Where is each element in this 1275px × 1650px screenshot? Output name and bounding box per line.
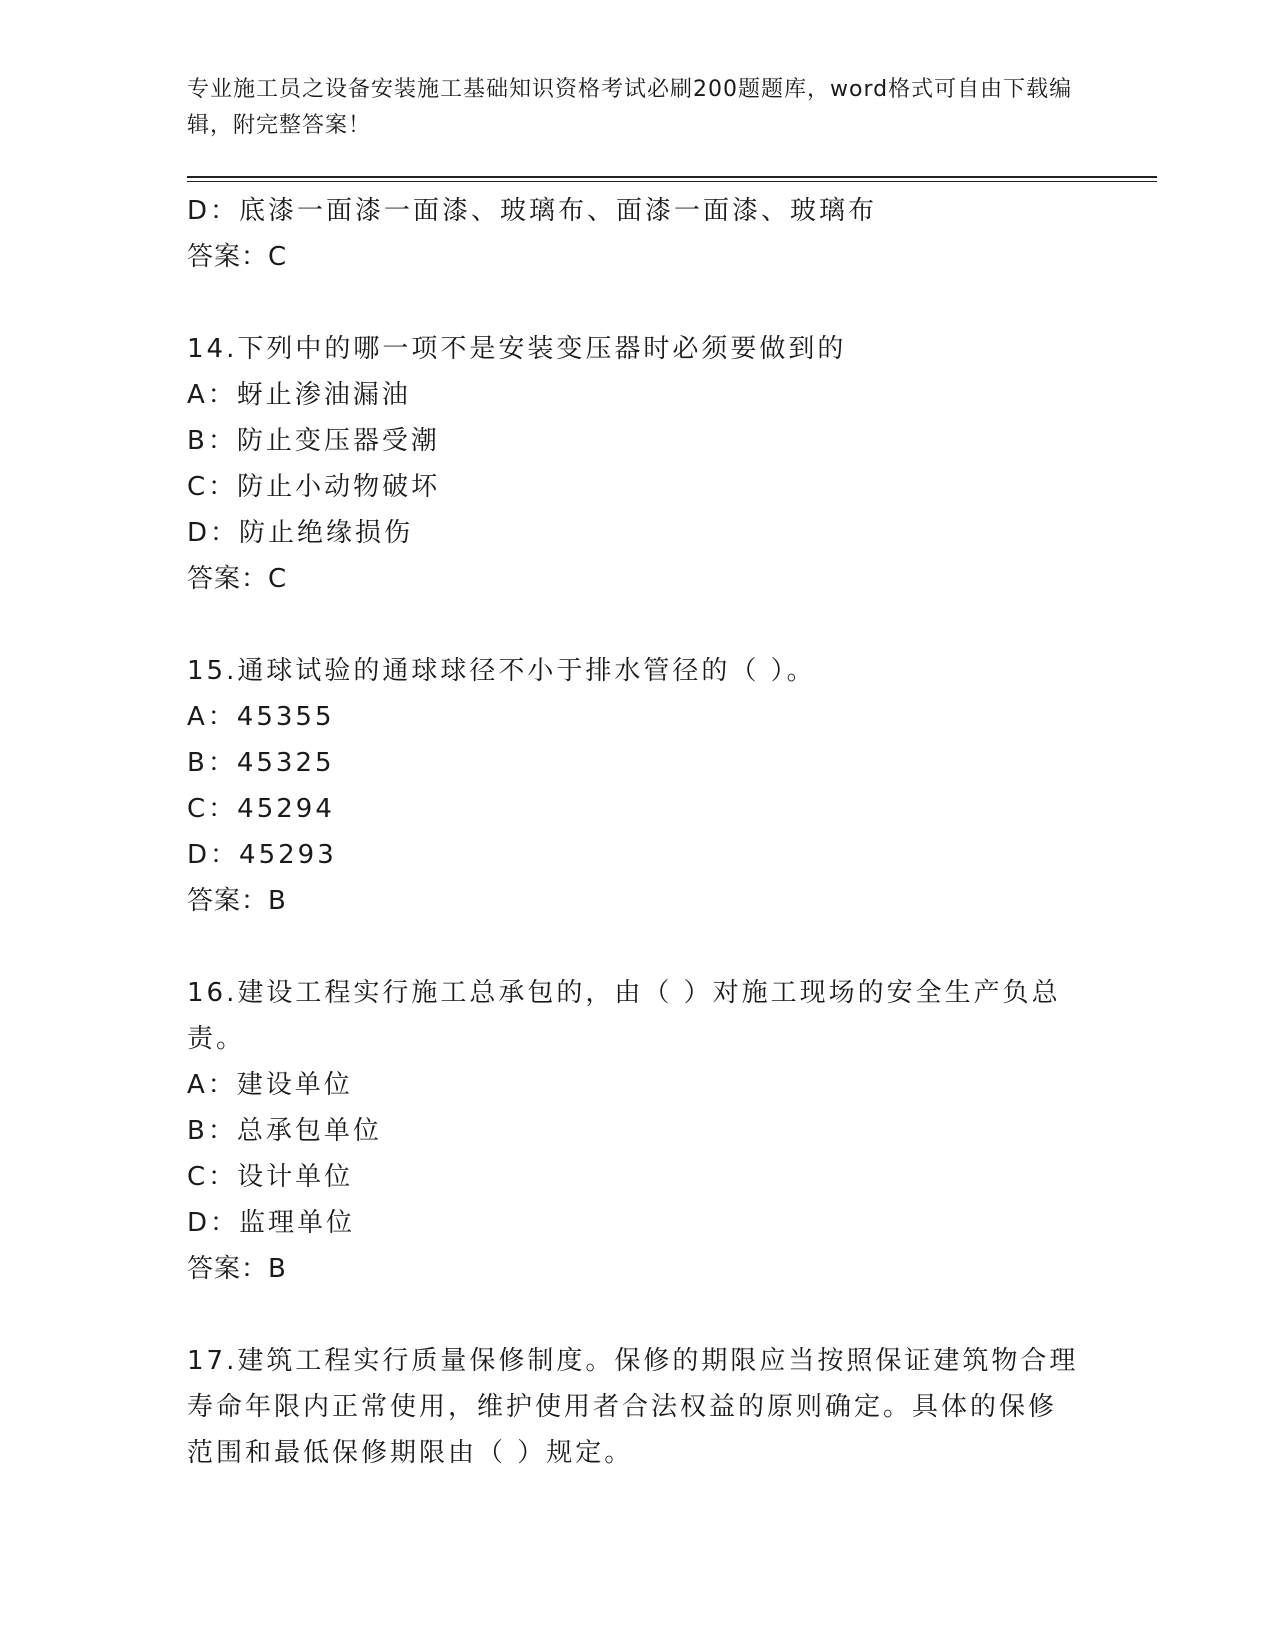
option-d: D：45293 (187, 840, 337, 870)
option-c: C：防止小动物破坏 (187, 472, 441, 502)
spacer (187, 602, 1087, 648)
spacer (187, 1292, 1087, 1338)
question-17 (187, 1338, 1087, 1476)
option-d: D：底漆一面漆一面漆、玻璃布、面漆一面漆、玻璃布 (187, 196, 878, 226)
question-15 (187, 648, 1087, 924)
answer-line: 答案：B (187, 1254, 287, 1284)
previous-question-tail (187, 188, 1087, 280)
question-16 (187, 970, 1087, 1292)
option-d: D：监理单位 (187, 1208, 356, 1238)
spacer (187, 924, 1087, 970)
question-stem: 15.通球试验的通球球径不小于排水管径的（ ）。 (187, 656, 816, 686)
option-d: D：防止绝缘损伤 (187, 518, 414, 548)
option-b: B：防止变压器受潮 (187, 426, 440, 456)
question-stem-line-1: 16.建设工程实行施工总承包的，由（ ）对施工现场的安全生产负总 (187, 978, 1061, 1008)
option-c: C：45294 (187, 794, 335, 824)
question-stem-line-2: 责。 (187, 1024, 246, 1054)
question-content (187, 188, 1087, 1476)
option-c: C：设计单位 (187, 1162, 354, 1192)
question-stem-line-2: 寿命年限内正常使用，维护使用者合法权益的原则确定。具体的保修 (187, 1392, 1058, 1422)
option-b: B：45325 (187, 748, 335, 778)
spacer (187, 280, 1087, 326)
answer-line: 答案：C (187, 242, 288, 272)
option-a: A：建设单位 (187, 1070, 353, 1100)
header-rule-thick (187, 176, 1157, 178)
answer-line: 答案：B (187, 886, 287, 916)
document-header: 专业施工员之设备安装施工基础知识资格考试必刷200题题库，word格式可自由下载编辑，附完整答案！ (187, 77, 1073, 138)
question-14 (187, 326, 1087, 602)
header-rule-thin (187, 181, 1157, 182)
answer-line: 答案：C (187, 564, 288, 594)
option-a: A：蚜止渗油漏油 (187, 380, 411, 410)
question-stem-line-1: 17.建筑工程实行质量保修制度。保修的期限应当按照保证建筑物合理 (187, 1346, 1079, 1376)
question-stem: 14.下列中的哪一项不是安装变压器时必须要做到的 (187, 334, 847, 364)
option-a: A：45355 (187, 702, 335, 732)
option-b: B：总承包单位 (187, 1116, 382, 1146)
question-stem-line-3: 范围和最低保修期限由（ ）规定。 (187, 1438, 634, 1468)
